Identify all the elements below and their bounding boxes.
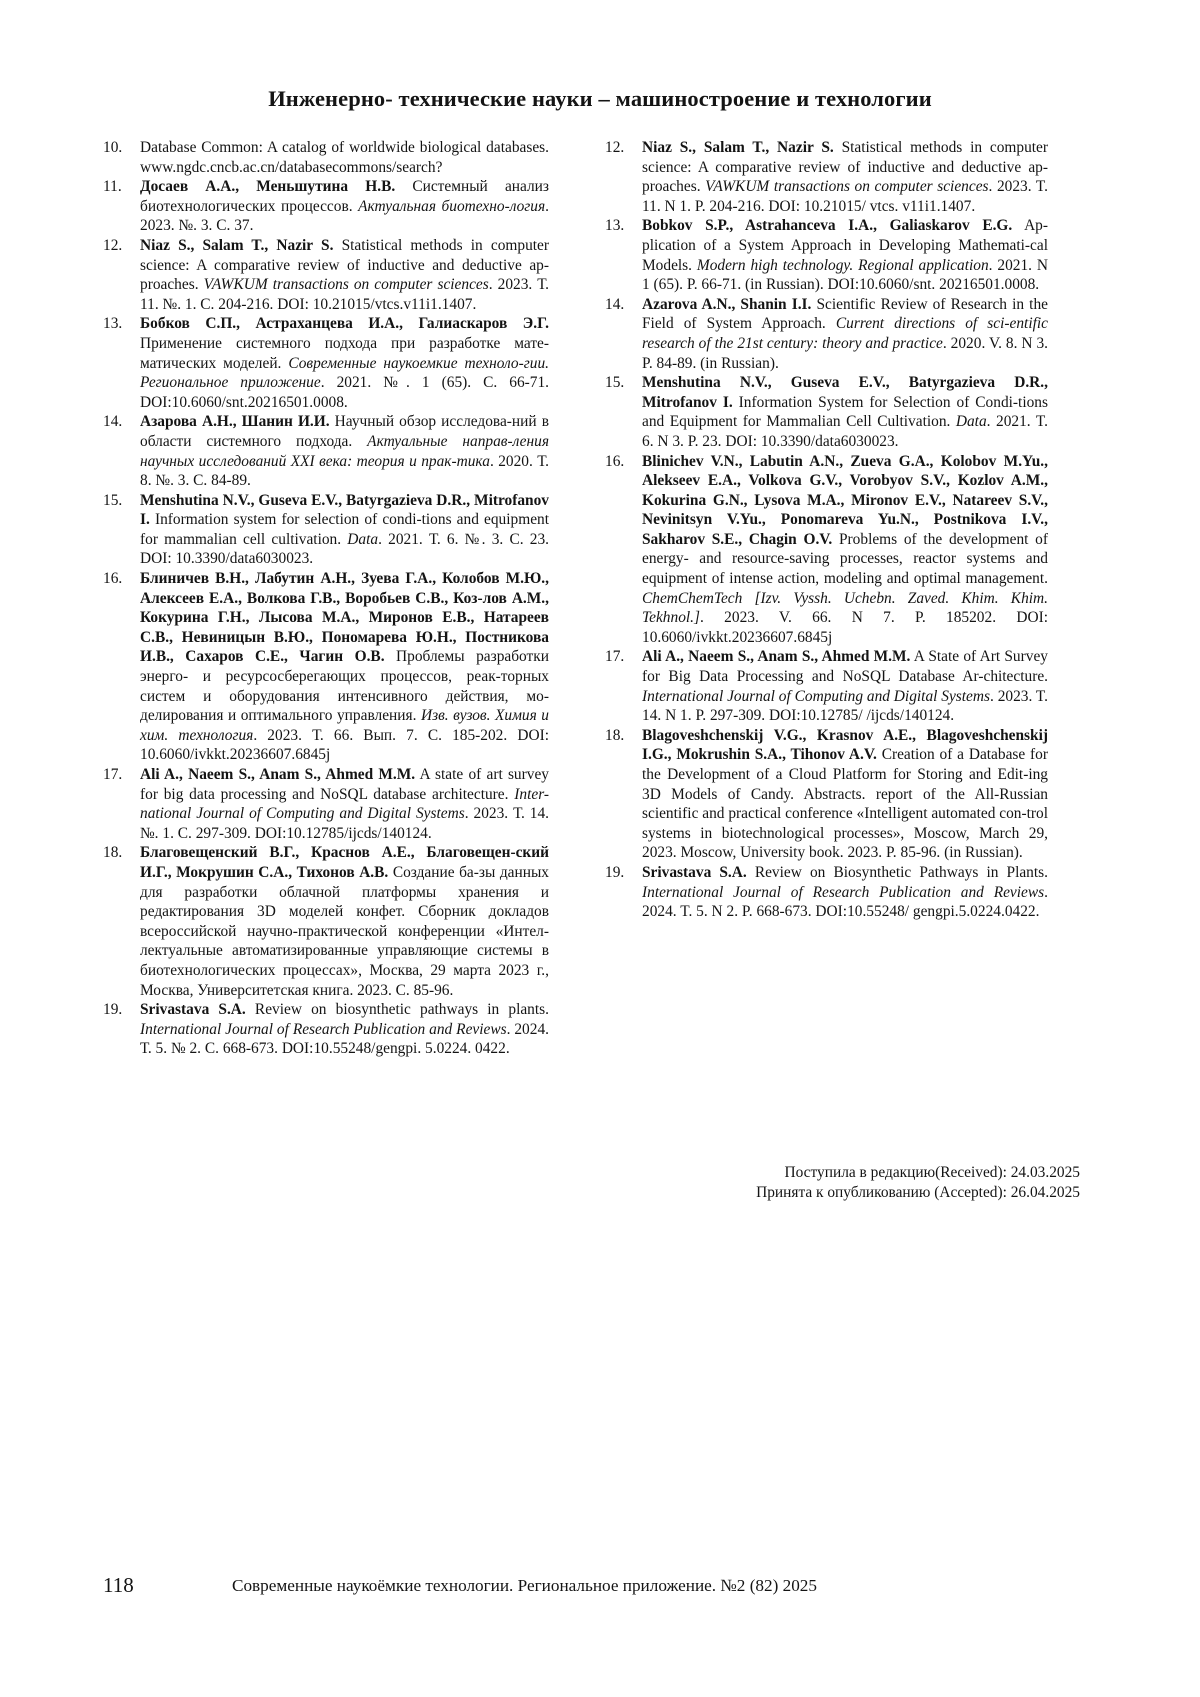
reference-item: [605, 863, 1048, 922]
reference-item: [605, 726, 1048, 863]
reference-item: [103, 412, 549, 490]
reference-number: 13.: [605, 217, 625, 235]
reference-text: [140, 314, 549, 412]
reference-text: [642, 726, 1048, 863]
reference-details: . 2024. T. 5. N 2. P. 668-673. DOI:10.55248/ gengpi.5.0224.0422.: [642, 883, 1048, 921]
reference-source: International Journal of Computing and Digital Systems: [642, 687, 990, 705]
reference-number: 10.: [103, 139, 123, 156]
reference-details: . 2021. N 1 (65). P. 66-71. (in Russian). DOI:10.6060/snt. 20216501.0008.: [642, 256, 1048, 294]
reference-text: [642, 647, 1048, 725]
reference-text: [140, 236, 549, 314]
reference-authors: Благовещенский В.Г., Краснов А.Е., Благовещен-ский И.Г., Мокрушин С.А., Тихонов А.В.: [140, 844, 549, 881]
reference-item: [103, 491, 549, 569]
reference-text: [140, 765, 549, 843]
reference-details: . 2023. T. 14. N 1. P. 297-309. DOI:10.12785/ /ijcds/140124.: [642, 687, 1048, 725]
reference-source: VAWKUM transactions on computer sciences: [705, 178, 989, 196]
reference-number: 19.: [103, 1001, 123, 1019]
reference-source: Data: [955, 413, 987, 431]
reference-details: . 2023. Т. 66. Вып. 7. С. 185-202. DOI: 10.6060/ivkkt.20236607.6845j: [140, 726, 549, 764]
reference-title: Ap-plication of a System Approach in Developing Mathemati-cal Models.: [642, 217, 1048, 274]
reference-text: [140, 412, 549, 490]
reference-authors: Блиничев В.Н., Лабутин А.Н., Зуева Г.А., Колобов М.Ю., Алексеев Е.А., Волкова Г.В., Воробьев С.В., Коз-лов А.М., Кокурина Г.Н., Лысова М.А., Миронов Е.В., Натареев С.В., Невиницын В.Ю., Пономарева Ю.Н., Постникова И.В., Сахаров С.Е., Чагин О.В.: [140, 570, 549, 666]
page-header-title: Инженерно- технические науки – машиностроение и технологии: [268, 86, 932, 111]
reference-number: 16.: [605, 452, 625, 470]
reference-details: . 2023. №. 3. С. 37.: [140, 197, 550, 235]
reference-authors: Досаев А.А., Меньшутина Н.В.: [140, 178, 396, 196]
reference-authors: Srivastava S.A.: [642, 863, 747, 881]
page-number: 118: [103, 1573, 134, 1597]
reference-title: Проблемы разработки энерго- и ресурсосберегающих процессов, реак-торных систем и оборудования интенсивного действия, мо-делирования и оптимального управления.: [140, 648, 549, 725]
reference-details: . 2023. T. 11. N 1. P. 204-216. DOI: 10.21015/ vtcs. v11i1.1407.: [642, 178, 1049, 215]
reference-item: [103, 569, 549, 765]
reference-text: [642, 373, 1048, 451]
reference-details: . 2020. Т. 8. №. 3. С. 84-89.: [140, 452, 549, 490]
reference-title: Information System for Selection of Condi-tions and Equipment for Mammalian Cell Cultivation.: [642, 393, 1048, 431]
reference-source: Современные наукоемкие техноло-гии. Региональное приложение: [140, 354, 549, 392]
reference-source: Актуальные направ-ления научных исследований XXI века: теория и прак-тика: [140, 432, 549, 470]
reference-number: 14.: [605, 295, 625, 313]
reference-text: [642, 138, 1048, 216]
reference-source: VAWKUM transactions on computer sciences: [203, 276, 489, 294]
reference-text: [140, 843, 549, 1000]
reference-number: 18.: [103, 844, 123, 862]
reference-text: [642, 295, 1048, 373]
reference-text: [642, 863, 1048, 922]
reference-source: Актуальная биотехно-логия: [358, 197, 546, 215]
reference-item: [103, 765, 549, 843]
reference-item: [103, 843, 549, 1000]
submission-dates: [756, 1163, 1080, 1203]
reference-details: . 2024. Т. 5. № 2. С. 668-673. DOI:10.55248/gengpi. 5.0224. 0422.: [140, 1020, 549, 1058]
reference-number: 12.: [103, 236, 123, 254]
reference-text: [140, 138, 549, 177]
reference-authors: Menshutina N.V., Guseva E.V., Batyrgazieva D.R., Mitrofanov I.: [642, 374, 1048, 411]
reference-number: 11.: [103, 178, 122, 196]
reference-title: Statistical methods in computer science: A comparative review of inductive and deductive ap-proaches.: [140, 236, 549, 294]
reference-authors: Азарова А.Н., Шанин И.И.: [140, 413, 330, 431]
reference-authors: Blagoveshchenskij V.G., Krasnov A.E., Blagoveshchenskij I.G., Mokrushin S.A., Tihonov A.V.: [642, 726, 1048, 764]
reference-title: Database Common: A catalog of worldwide biological databases. www.ngdc.cncb.ac.cn/databasecommons/search?: [140, 139, 549, 176]
reference-text: [140, 177, 549, 236]
reference-authors: Blinichev V.N., Labutin A.N., Zueva G.A., Kolobov M.Yu., Alekseev E.A., Volkova G.V., Vorobyov S.V., Kozlov A.M., Kokurina G.N., Lysova M.A., Mironov E.V., Natareev S.V., Nevinitsyn V.Yu., Ponomareva Yu.N., Postnikova I.V., Sakharov S.E., Chagin O.V.: [642, 452, 1048, 548]
reference-text: [140, 569, 549, 765]
reference-item: [103, 177, 549, 236]
reference-text: [140, 491, 549, 569]
reference-title: Применение системного подхода при разработке мате-матических моделей.: [140, 334, 549, 372]
accepted-date: Принята к опубликованию (Accepted): 26.04.2025: [756, 1184, 1080, 1201]
reference-item: [103, 138, 549, 177]
reference-item: [605, 216, 1048, 294]
reference-authors: Niaz S., Salam T., Nazir S.: [642, 139, 834, 156]
reference-source: Data: [347, 530, 379, 548]
reference-authors: Бобков С.П., Астраханцева И.А., Галиаскаров Э.Г.: [140, 315, 549, 333]
reference-item: [103, 314, 549, 412]
reference-number: 16.: [103, 570, 123, 588]
journal-footer: Современные наукоёмкие технологии. Региональное приложение. №2 (82) 2025: [232, 1576, 817, 1595]
reference-details: . 2021. T. 6. N 3. P. 23. DOI: 10.3390/data6030023.: [642, 413, 1048, 450]
reference-title: A State of Art Survey for Big Data Processing and NoSQL Database Ar-chitecture.: [642, 648, 1048, 686]
reference-number: 18.: [605, 726, 625, 744]
reference-title: Review on biosynthetic pathways in plants.: [245, 1001, 549, 1019]
reference-number: 15.: [103, 491, 123, 509]
reference-number: 13.: [103, 315, 123, 333]
reference-number: 12.: [605, 139, 625, 156]
reference-details: . 2023. Т. 14. №. 1. С. 297-309. DOI:10.12785/ijcds/140124.: [140, 805, 550, 842]
reference-source: International Journal of Research Publication and Reviews: [642, 883, 1045, 901]
reference-title: A state of art survey for big data processing and NoSQL database architecture.: [140, 766, 549, 803]
reference-authors: Bobkov S.P., Astrahanceva I.A., Galiaskarov E.G.: [642, 217, 1013, 235]
reference-title: Создание ба-зы данных для разработки облачной платформы хранения и редактирования 3D моделей конфет. Сборник докладов всероссийской научно-практической конференции «Интел-лектуальные автоматизированные управляющие системы в биотехнологических процессах», Москва, 29 марта 2023 г., Москва, Университетская книга. 2023. С. 85-96.: [140, 863, 549, 999]
reference-authors: Srivastava S.A.: [140, 1001, 246, 1019]
reference-details: . 2023. Т. 11. №. 1. С. 204-216. DOI: 10.21015/vtcs.v11i1.1407.: [140, 276, 549, 313]
reference-text: [642, 216, 1048, 294]
received-date: Поступила в редакцию(Received): 24.03.2025: [784, 1164, 1080, 1181]
reference-item: [103, 1000, 549, 1059]
reference-title: Системный анализ биотехнологических процессов.: [140, 178, 549, 215]
reference-source: ChemChemTech [Izv. Vyssh. Uchebn. Zaved. Khim. Khim. Tekhnol.]: [642, 589, 1048, 627]
reference-source: International Journal of Research Publication and Reviews: [140, 1020, 507, 1038]
reference-source: Изв. вузов. Химия и хим. технология: [140, 707, 549, 744]
reference-authors: Ali A., Naeem S., Anam S., Ahmed M.M.: [642, 648, 911, 666]
reference-title: Statistical methods in computer science: A comparative review of inductive and deductive ap-proaches.: [642, 139, 1049, 196]
reference-source: Modern high technology. Regional application: [696, 256, 989, 274]
reference-source: Inter-national Journal of Computing and Digital Systems: [140, 785, 549, 823]
reference-number: 19.: [605, 863, 625, 881]
reference-title: Problems of the development of energy- and resource-saving processes, reactor systems and equipment of intense action, modeling and optimal management.: [642, 530, 1048, 588]
reference-title: Creation of a Database for the Development of a Cloud Platform for Storing and Edit-ing 3D Models of Candy. Abstracts. report of the All-Russian scientific and practical conference «Intelligent automated con-trol systems in biotechnological processes», Moscow, March 29, 2023. Moscow, University book. 2023. P. 85-96. (in Russian).: [642, 746, 1049, 862]
reference-number: 14.: [103, 413, 123, 431]
reference-item: [605, 373, 1048, 451]
reference-details: . 2021. №. 1 (65). С. 66-71. DOI:10.6060/snt.20216501.0008.: [140, 374, 549, 411]
reference-item: [605, 647, 1048, 725]
reference-item: [605, 452, 1048, 648]
reference-title: Scientific Review of Research in the Field of System Approach.: [642, 295, 1048, 333]
references-column-russian: [103, 138, 549, 1059]
reference-text: [642, 452, 1048, 648]
reference-item: [103, 236, 549, 314]
reference-details: . 2021. Т. 6. №. 3. С. 23. DOI: 10.3390/data6030023.: [140, 530, 549, 568]
reference-authors: Ali A., Naeem S., Anam S., Ahmed M.M.: [140, 766, 416, 783]
reference-item: [605, 138, 1048, 216]
reference-number: 15.: [605, 374, 625, 392]
references-column-english: [605, 138, 1048, 922]
reference-text: [140, 1000, 549, 1059]
reference-authors: Menshutina N.V., Guseva E.V., Batyrgazieva D.R., Mitrofanov I.: [140, 491, 549, 529]
reference-number: 17.: [103, 766, 123, 783]
reference-details: . 2020. V. 8. N 3. P. 84-89. (in Russian).: [642, 334, 1048, 372]
reference-source: Current directions of sci-entific research of the 21st century: theory and practice: [642, 315, 1048, 352]
reference-item: [605, 295, 1048, 373]
page-footer: [0, 1573, 1200, 1603]
reference-title: Review on Biosynthetic Pathways in Plants.: [746, 863, 1048, 881]
reference-authors: Niaz S., Salam T., Nazir S.: [140, 236, 334, 254]
reference-number: 17.: [605, 648, 625, 666]
reference-title: Information system for selection of condi-tions and equipment for mammalian cell cultivation.: [140, 511, 549, 548]
reference-authors: Azarova A.N., Shanin I.I.: [642, 295, 812, 313]
reference-details: . 2023. V. 66. N 7. P. 185202. DOI: 10.6060/ivkkt.20236607.6845j: [642, 609, 1048, 646]
reference-title: Научный обзор исследова-ний в области системного подхода.: [140, 413, 549, 450]
